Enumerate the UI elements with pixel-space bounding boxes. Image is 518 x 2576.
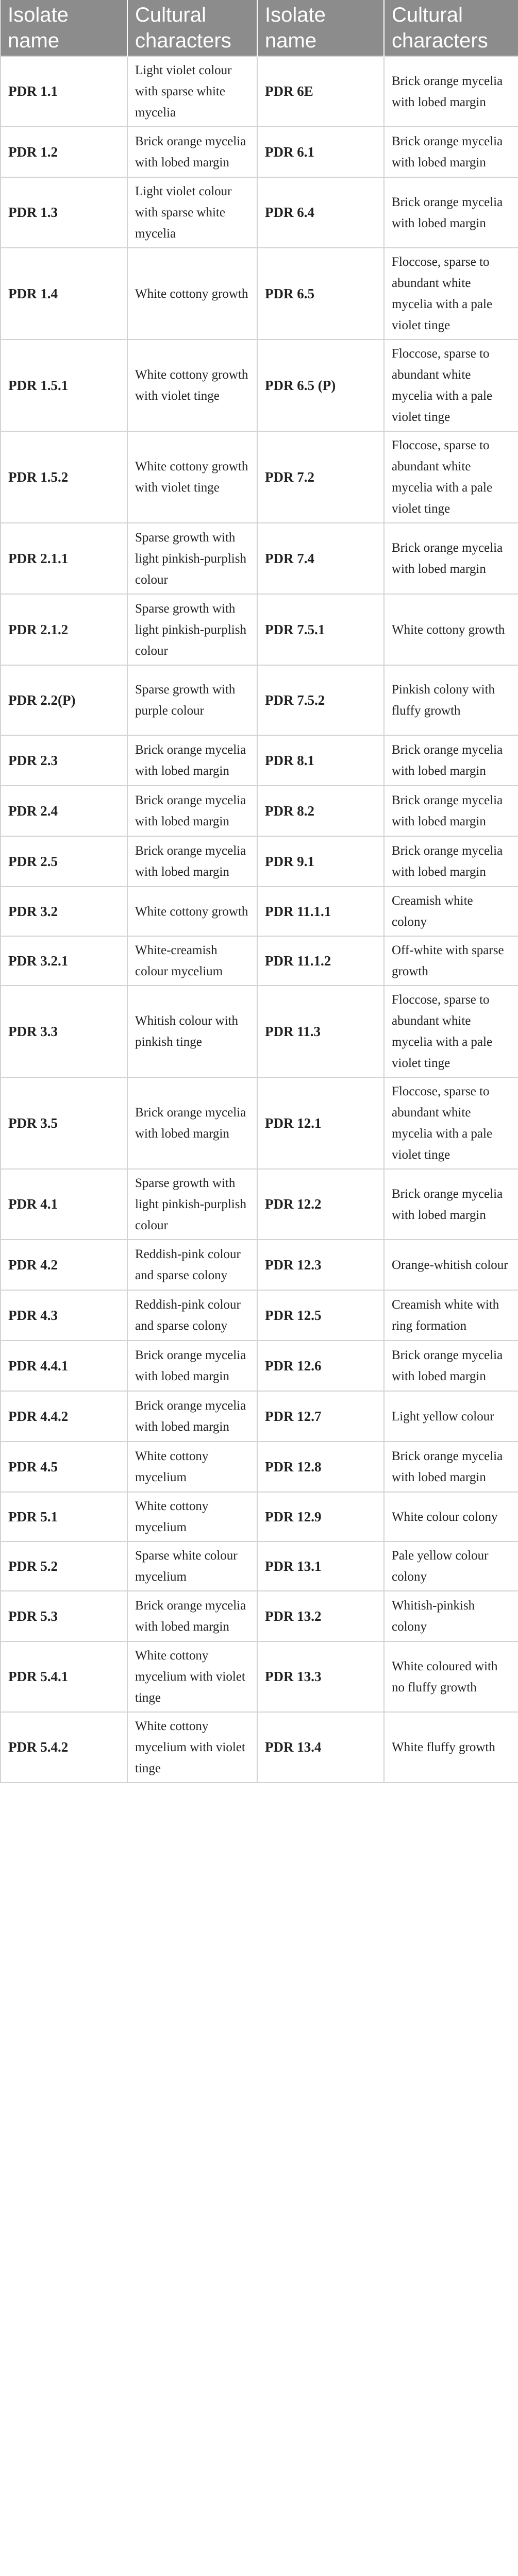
table-row [1, 1541, 518, 1591]
cultural-characters-cell: Floccose, sparse to abundant white mycelia with a pale violet tinge [384, 248, 518, 340]
isolate-name-cell: PDR 12.7 [257, 1391, 384, 1442]
isolate-name-cell: PDR 12.1 [257, 1077, 384, 1169]
isolate-name-cell: PDR 12.6 [257, 1341, 384, 1391]
isolate-name-cell: PDR 3.5 [1, 1077, 127, 1169]
header-cultural-characters-1: Cultural characters [127, 0, 257, 56]
header-cultural-characters-2: Cultural characters [384, 0, 518, 56]
cultural-characters-cell: Brick orange mycelia with lobed margin [127, 836, 257, 887]
isolate-name-cell: PDR 1.2 [1, 127, 127, 177]
isolate-name-cell: PDR 9.1 [257, 836, 384, 887]
isolate-name-cell: PDR 4.5 [1, 1442, 127, 1492]
table-row [1, 786, 518, 836]
isolate-name-cell: PDR 1.5.1 [1, 340, 127, 431]
table-header [1, 0, 518, 56]
cultural-characters-cell: Brick orange mycelia with lobed margin [384, 836, 518, 887]
isolate-name-cell: PDR 8.2 [257, 786, 384, 836]
table-row [1, 665, 518, 735]
cultural-characters-cell: Sparse growth with light pinkish-purplish colour [127, 594, 257, 665]
cultural-characters-cell: Brick orange mycelia with lobed margin [127, 1341, 257, 1391]
cultural-characters-cell: Pale yellow colour colony [384, 1541, 518, 1591]
cultural-characters-cell: White cottony growth with violet tinge [127, 431, 257, 523]
table-row [1, 735, 518, 786]
cultural-characters-cell: Brick orange mycelia with lobed margin [384, 127, 518, 177]
cultural-characters-cell: Light violet colour with sparse white mycelia [127, 177, 257, 248]
isolate-name-cell: PDR 2.1.2 [1, 594, 127, 665]
table-row [1, 594, 518, 665]
cultural-characters-cell: White cottony growth [384, 594, 518, 665]
isolate-name-cell: PDR 13.2 [257, 1591, 384, 1641]
cultural-characters-cell: Brick orange mycelia with lobed margin [384, 735, 518, 786]
isolate-name-cell: PDR 6.4 [257, 177, 384, 248]
isolate-name-cell: PDR 11.1.1 [257, 887, 384, 936]
cultural-characters-cell: Brick orange mycelia with lobed margin [384, 1442, 518, 1492]
isolate-name-cell: PDR 4.4.2 [1, 1391, 127, 1442]
isolate-name-cell: PDR 6.1 [257, 127, 384, 177]
cultural-characters-cell: White-creamish colour mycelium [127, 936, 257, 986]
cultural-characters-cell: Brick orange mycelia with lobed margin [127, 735, 257, 786]
cultural-characters-cell: Floccose, sparse to abundant white mycelia with a pale violet tinge [384, 340, 518, 431]
isolate-name-cell: PDR 4.3 [1, 1290, 127, 1341]
cultural-characters-cell: White coloured with no fluffy growth [384, 1641, 518, 1712]
isolate-name-cell: PDR 1.5.2 [1, 431, 127, 523]
cultural-characters-cell: White cottony mycelium with violet tinge [127, 1712, 257, 1783]
isolate-name-cell: PDR 5.1 [1, 1492, 127, 1541]
isolate-name-cell: PDR 6.5 (P) [257, 340, 384, 431]
table-row [1, 1492, 518, 1541]
isolate-name-cell: PDR 12.2 [257, 1169, 384, 1240]
cultural-characters-cell: Sparse white colour mycelium [127, 1541, 257, 1591]
isolate-name-cell: PDR 7.2 [257, 431, 384, 523]
isolate-name-cell: PDR 1.1 [1, 56, 127, 127]
isolate-name-cell: PDR 2.4 [1, 786, 127, 836]
table-row [1, 1712, 518, 1783]
isolate-name-cell: PDR 1.4 [1, 248, 127, 340]
isolate-name-cell: PDR 2.3 [1, 735, 127, 786]
isolate-name-cell: PDR 6E [257, 56, 384, 127]
cultural-characters-cell: Brick orange mycelia with lobed margin [384, 523, 518, 594]
header-isolate-name-1: Isolate name [1, 0, 127, 56]
isolate-name-cell: PDR 13.1 [257, 1541, 384, 1591]
cultural-characters-cell: Brick orange mycelia with lobed margin [127, 127, 257, 177]
cultural-characters-cell: Brick orange mycelia with lobed margin [127, 1391, 257, 1442]
isolate-name-cell: PDR 3.2 [1, 887, 127, 936]
table-row [1, 431, 518, 523]
table-row [1, 1077, 518, 1169]
cultural-characters-cell: Floccose, sparse to abundant white mycelia with a pale violet tinge [384, 431, 518, 523]
isolate-name-cell: PDR 5.4.2 [1, 1712, 127, 1783]
isolate-name-cell: PDR 2.1.1 [1, 523, 127, 594]
isolate-name-cell: PDR 3.3 [1, 986, 127, 1077]
isolate-name-cell: PDR 3.2.1 [1, 936, 127, 986]
isolate-name-cell: PDR 6.5 [257, 248, 384, 340]
table-row [1, 887, 518, 936]
isolate-name-cell: PDR 2.2(P) [1, 665, 127, 735]
cultural-characters-cell: Creamish white with ring formation [384, 1290, 518, 1341]
cultural-characters-cell: White colour colony [384, 1492, 518, 1541]
cultural-characters-cell: Creamish white colony [384, 887, 518, 936]
isolate-name-cell: PDR 5.2 [1, 1541, 127, 1591]
cultural-characters-cell: White cottony growth [127, 887, 257, 936]
isolate-name-cell: PDR 2.5 [1, 836, 127, 887]
cultural-characters-cell: Brick orange mycelia with lobed margin [127, 786, 257, 836]
isolate-name-cell: PDR 13.3 [257, 1641, 384, 1712]
isolate-name-cell: PDR 7.5.2 [257, 665, 384, 735]
cultural-characters-cell: White cottony growth with violet tinge [127, 340, 257, 431]
table-row [1, 523, 518, 594]
table-body [1, 56, 518, 1783]
table-row [1, 340, 518, 431]
cultural-characters-cell: White cottony mycelium with violet tinge [127, 1641, 257, 1712]
table-row [1, 1391, 518, 1442]
cultural-characters-cell: Brick orange mycelia with lobed margin [127, 1591, 257, 1641]
cultural-characters-cell: Sparse growth with light pinkish-purplish colour [127, 523, 257, 594]
table-row [1, 1442, 518, 1492]
isolate-name-cell: PDR 8.1 [257, 735, 384, 786]
cultural-characters-cell: Reddish-pink colour and sparse colony [127, 1290, 257, 1341]
table-row [1, 1290, 518, 1341]
cultural-characters-cell: Light yellow colour [384, 1391, 518, 1442]
cultural-characters-cell: Floccose, sparse to abundant white mycelia with a pale violet tinge [384, 1077, 518, 1169]
isolate-name-cell: PDR 4.1 [1, 1169, 127, 1240]
cultural-characters-cell: Brick orange mycelia with lobed margin [127, 1077, 257, 1169]
isolate-name-cell: PDR 11.3 [257, 986, 384, 1077]
cultural-characters-cell: Brick orange mycelia with lobed margin [384, 177, 518, 248]
isolate-name-cell: PDR 12.8 [257, 1442, 384, 1492]
table-row [1, 127, 518, 177]
cultural-characters-cell: Off-white with sparse growth [384, 936, 518, 986]
table-row [1, 177, 518, 248]
cultural-characters-cell: Brick orange mycelia with lobed margin [384, 1341, 518, 1391]
isolate-name-cell: PDR 13.4 [257, 1712, 384, 1783]
table-row [1, 1169, 518, 1240]
cultural-characters-cell: Brick orange mycelia with lobed margin [384, 56, 518, 127]
isolate-name-cell: PDR 12.5 [257, 1290, 384, 1341]
cultural-characters-cell: Whitish-pinkish colony [384, 1591, 518, 1641]
isolate-name-cell: PDR 1.3 [1, 177, 127, 248]
cultural-characters-cell: Reddish-pink colour and sparse colony [127, 1240, 257, 1290]
isolate-name-cell: PDR 5.3 [1, 1591, 127, 1641]
cultural-characters-cell: Floccose, sparse to abundant white mycelia with a pale violet tinge [384, 986, 518, 1077]
table-row [1, 986, 518, 1077]
cultural-characters-cell: Orange-whitish colour [384, 1240, 518, 1290]
isolate-name-cell: PDR 4.4.1 [1, 1341, 127, 1391]
table-row [1, 1341, 518, 1391]
table-row [1, 248, 518, 340]
isolate-name-cell: PDR 11.1.2 [257, 936, 384, 986]
cultural-characters-cell: Sparse growth with light pinkish-purplish colour [127, 1169, 257, 1240]
cultural-characters-cell: Brick orange mycelia with lobed margin [384, 1169, 518, 1240]
header-row [1, 0, 518, 56]
cultural-characters-cell: Pinkish colony with fluffy growth [384, 665, 518, 735]
cultural-characters-cell: Sparse growth with purple colour [127, 665, 257, 735]
table-row [1, 936, 518, 986]
table-row [1, 836, 518, 887]
cultural-characters-cell: White cottony mycelium [127, 1442, 257, 1492]
table-row [1, 1240, 518, 1290]
cultural-characters-cell: Light violet colour with sparse white mycelia [127, 56, 257, 127]
cultural-characters-cell: White cottony growth [127, 248, 257, 340]
header-isolate-name-2: Isolate name [257, 0, 384, 56]
isolate-name-cell: PDR 7.4 [257, 523, 384, 594]
cultural-characters-cell: Whitish colour with pinkish tinge [127, 986, 257, 1077]
cultural-characters-cell: Brick orange mycelia with lobed margin [384, 786, 518, 836]
table-row [1, 56, 518, 127]
isolate-name-cell: PDR 7.5.1 [257, 594, 384, 665]
table-row [1, 1591, 518, 1641]
isolate-name-cell: PDR 12.9 [257, 1492, 384, 1541]
isolate-name-cell: PDR 4.2 [1, 1240, 127, 1290]
isolate-name-cell: PDR 12.3 [257, 1240, 384, 1290]
cultural-characters-cell: White fluffy growth [384, 1712, 518, 1783]
cultural-characters-cell: White cottony mycelium [127, 1492, 257, 1541]
isolate-name-cell: PDR 5.4.1 [1, 1641, 127, 1712]
table-row [1, 1641, 518, 1712]
